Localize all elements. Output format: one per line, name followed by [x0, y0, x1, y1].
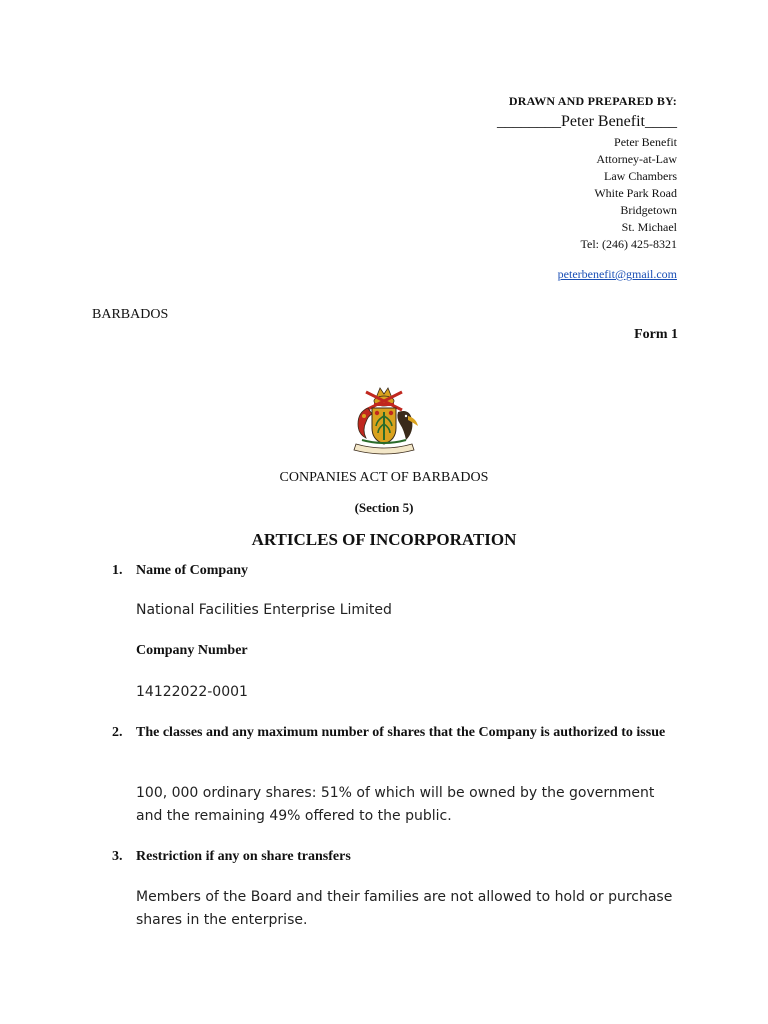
prepared-by-block — [497, 94, 677, 282]
item-number: 3. — [112, 849, 123, 864]
address-line: St. Michael — [621, 220, 677, 234]
address-line: Attorney-at-Law — [596, 152, 677, 166]
company-number-value: 14122022-0001 — [136, 684, 248, 700]
document-title: ARTICLES OF INCORPORATION — [251, 530, 517, 549]
address-line: White Park Road — [594, 186, 677, 200]
item-number: 2. — [112, 725, 123, 740]
section-heading: (Section 5) — [354, 500, 414, 515]
item-heading: Restriction if any on share transfers — [136, 849, 351, 864]
company-name-value: National Facilities Enterprise Limited — [136, 602, 392, 618]
form-label: Form 1 — [634, 327, 678, 342]
company-number-heading: Company Number — [136, 643, 248, 658]
barbados-coat-of-arms-icon — [344, 386, 424, 458]
address-line: Law Chambers — [604, 169, 677, 183]
item-number: 1. — [112, 563, 123, 578]
signature-line: ________Peter Benefit____ — [497, 113, 677, 130]
address-line: Peter Benefit — [614, 135, 677, 149]
address-line: Tel: (246) 425-8321 — [580, 237, 677, 251]
act-heading: CONPANIES ACT OF BARBADOS — [279, 470, 489, 485]
prepared-by-heading: DRAWN AND PREPARED BY: — [508, 94, 677, 108]
share-transfer-restriction-value: Members of the Board and their families are not allowed to hold or purchase shares in the enterprise. — [136, 889, 673, 928]
item-heading: Name of Company — [136, 563, 248, 578]
address-line: Bridgetown — [620, 203, 677, 217]
country-label: BARBADOS — [92, 307, 169, 322]
email-link[interactable]: peterbenefit@gmail.com — [557, 267, 677, 281]
item-heading: The classes and any maximum number of shares that the Company is authorized to issue — [136, 725, 666, 740]
shares-value: 100, 000 ordinary shares: 51% of which will be owned by the government and the remaining 49% offered to the public. — [136, 785, 655, 824]
